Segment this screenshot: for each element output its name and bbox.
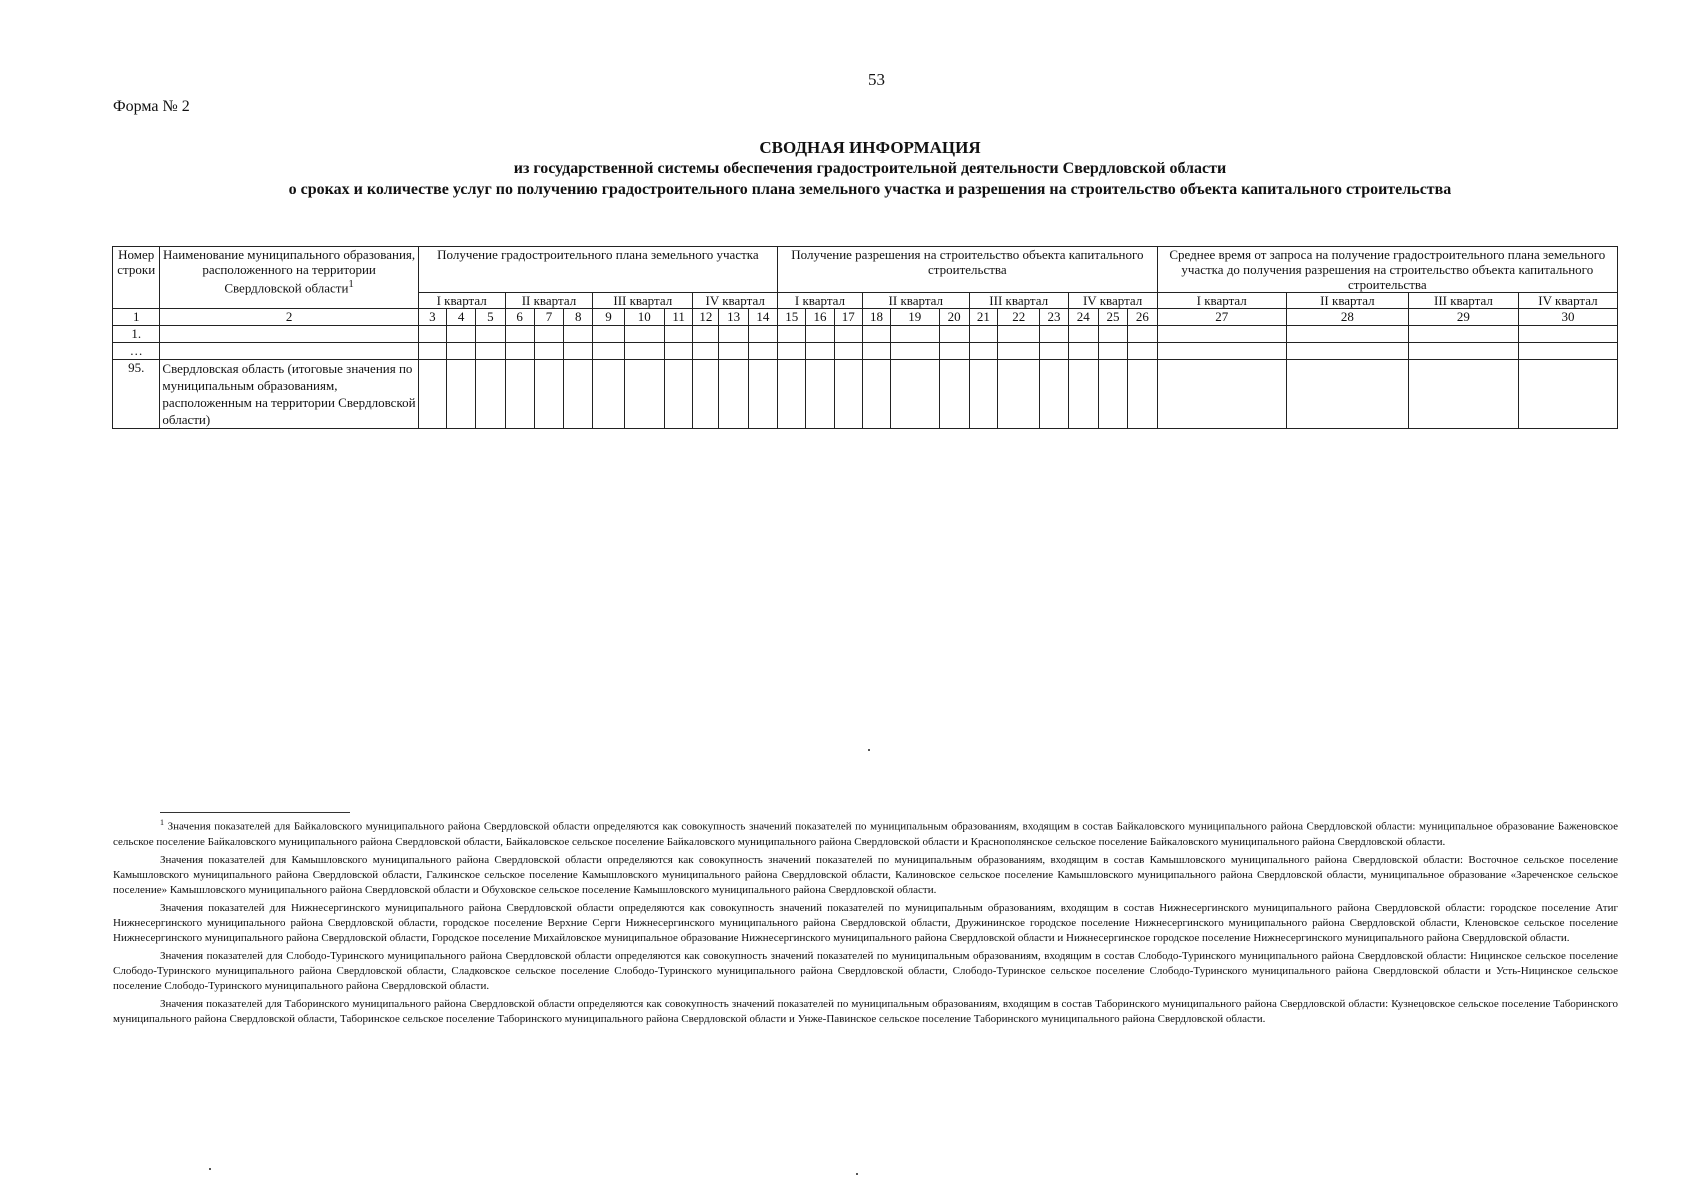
- header-row-groups: [113, 247, 1618, 293]
- table-row-total: [113, 360, 1618, 429]
- column-number: 20: [939, 309, 969, 326]
- column-number: 24: [1068, 309, 1098, 326]
- header-group-permit: Получение разрешения на строительство объекта капитального строительства: [778, 247, 1158, 293]
- row-name: [160, 343, 418, 360]
- table-row: [113, 326, 1618, 343]
- column-number: 26: [1128, 309, 1157, 326]
- header-municipality-name: [160, 247, 418, 309]
- row-number: 95.: [113, 360, 160, 429]
- quarter-label: III квартал: [969, 293, 1068, 309]
- document-title: [0, 138, 1696, 200]
- header-municipality-name-text: Наименование муниципального образования, расположенного на территории Свердловской области: [163, 247, 416, 296]
- column-number: 13: [719, 309, 748, 326]
- column-number: 27: [1157, 309, 1286, 326]
- column-number: 9: [593, 309, 624, 326]
- column-number: 16: [806, 309, 834, 326]
- title-line-1: СВОДНАЯ ИНФОРМАЦИЯ: [759, 138, 981, 157]
- header-group-plan: Получение градостроительного плана земельного участка: [418, 247, 777, 293]
- header-group-avg-time: Среднее время от запроса на получение градостроительного плана земельного участка до получения разрешения на строительство объекта капитального строительства: [1157, 247, 1617, 293]
- page-number: 53: [868, 70, 885, 89]
- quarter-label: IV квартал: [1518, 293, 1617, 309]
- scan-speck: [856, 1173, 858, 1175]
- column-number: 15: [778, 309, 806, 326]
- quarter-label: II квартал: [505, 293, 593, 309]
- header-row-number: Номер строки: [113, 247, 160, 309]
- quarter-label: I квартал: [418, 293, 505, 309]
- column-number: 3: [418, 309, 446, 326]
- footnote-paragraph: Значения показателей для Таборинского муниципального района Свердловской области определяются как совокупность значений показателей по муниципальным образованиям, входящим в состав Таборинского муниципального района Свердловской области: Кузнецовское сельское поселение Таборинского муниципального района Свердловской области, Таборинское сельское поселение Таборинского муниципального района Свердловской области и Унже-Павинское сельское поселение Таборинского муниципального района Свердловской области.: [113, 997, 1618, 1025]
- row-name: Свердловская область (итоговые значения по муниципальным образованиям, расположенным на территории Свердловской области): [160, 360, 418, 429]
- column-number: 28: [1286, 309, 1408, 326]
- footnote-1: [113, 815, 1618, 850]
- column-number: 23: [1040, 309, 1068, 326]
- row-number: 1.: [113, 326, 160, 343]
- quarter-label: II квартал: [1286, 293, 1408, 309]
- column-number: 7: [534, 309, 563, 326]
- footnote-paragraph: Значения показателей для Нижнесергинского муниципального района Свердловской области определяются как совокупность значений показателей по муниципальным образованиям, входящим в состав Нижнесергинского муниципального района Свердловской области: городское поселение Атиг Нижнесергинского муниципального района Свердловской области, городское поселение Верхние Серги Нижнесергинского муниципального района Свердловской области, Дружининское городское поселение Нижнесергинского муниципального района Свердловской области, Кленовское сельское поселение Нижнесергинского муниципального района Свердловской области, Городское поселение Михайловское муниципальное образование Нижнесергинского муниципального района Свердловской области и Нижнесергинское городское поселение Нижнесергинского муниципального района Свердловской области.: [113, 901, 1618, 944]
- row-number: …: [113, 343, 160, 360]
- row-name: [160, 326, 418, 343]
- form-label: Форма № 2: [113, 98, 190, 115]
- column-number: 1: [113, 309, 160, 326]
- column-number: 29: [1408, 309, 1518, 326]
- scan-speck: [209, 1168, 211, 1170]
- quarter-label: III квартал: [1408, 293, 1518, 309]
- column-number: 30: [1518, 309, 1617, 326]
- quarter-label: I квартал: [1157, 293, 1286, 309]
- footnote-separator: [160, 812, 350, 813]
- footnote-text: Значения показателей для Байкаловского муниципального района Свердловской области определяются как совокупность значений показателей по муниципальным образованиям, входящим в состав Байкаловского муниципального района Свердловской области: муниципальное образование Баженовское сельское поселение Байкаловского муниципального района Свердловской области, Байкаловское сельское поселение Байкаловского муниципального района Свердловской области и Краснополянское сельское поселение Байкаловского муниципального района Свердловской области.: [113, 820, 1619, 848]
- footnote-mark: 1: [348, 278, 354, 290]
- quarter-label: II квартал: [862, 293, 969, 309]
- column-number: 4: [447, 309, 476, 326]
- scan-speck: [868, 749, 870, 751]
- column-number: 11: [664, 309, 692, 326]
- footnote-paragraph: Значения показателей для Камышловского муниципального района Свердловской области определяются как совокупность значений показателей по муниципальным образованиям, входящим в состав Камышловского муниципального района Свердловской области: Восточное сельское поселение Камышловского муниципального района Свердловской области, Галкинское сельское поселение Камышловского муниципального района Свердловской области, Калиновское сельское поселение Камышловского муниципального района Свердловской области, муниципальное образование «Зареченское сельское поселение» Камышловского муниципального района Свердловской области и Обуховское сельское поселение Камышловского муниципального района Свердловской области.: [113, 853, 1618, 896]
- column-number: 10: [624, 309, 664, 326]
- column-number: 17: [834, 309, 862, 326]
- column-number: 18: [862, 309, 890, 326]
- quarter-label: III квартал: [593, 293, 693, 309]
- column-number: 5: [476, 309, 505, 326]
- column-number: 2: [160, 309, 418, 326]
- quarter-label: IV квартал: [1068, 293, 1157, 309]
- footnotes: [113, 815, 1618, 1030]
- column-number: 22: [998, 309, 1040, 326]
- column-number: 6: [505, 309, 534, 326]
- summary-table: [112, 246, 1618, 429]
- column-number: 19: [891, 309, 939, 326]
- footnote-paragraph: Значения показателей для Слободо-Туринского муниципального района Свердловской области определяются как совокупность значений показателей по муниципальным образованиям, входящим в состав Слободо-Туринского муниципального района Свердловской области: Ницинское сельское поселение Слободо-Туринского муниципального района Свердловской области, Сладковское сельское поселение Слободо-Туринского муниципального района Свердловской области, Слободо-Туринское сельское поселение Слободо-Туринского муниципального района Свердловской области и Усть-Ницинское сельское поселение Слободо-Туринского муниципального района Свердловской области.: [113, 949, 1618, 992]
- title-line-3: о сроках и количестве услуг по получению градостроительного плана земельного участка и разрешения на строительство объекта капитального строительства: [288, 181, 1452, 198]
- column-number-row: [113, 309, 1618, 326]
- column-number: 8: [564, 309, 593, 326]
- title-line-2: из государственной системы обеспечения градостроительной деятельности Свердловской области: [513, 160, 1227, 177]
- column-number: 14: [748, 309, 777, 326]
- quarter-label: I квартал: [778, 293, 863, 309]
- column-number: 25: [1098, 309, 1127, 326]
- footnote-mark: 1: [160, 818, 164, 827]
- column-number: 12: [693, 309, 719, 326]
- column-number: 21: [969, 309, 997, 326]
- quarter-label: IV квартал: [693, 293, 778, 309]
- table-row: [113, 343, 1618, 360]
